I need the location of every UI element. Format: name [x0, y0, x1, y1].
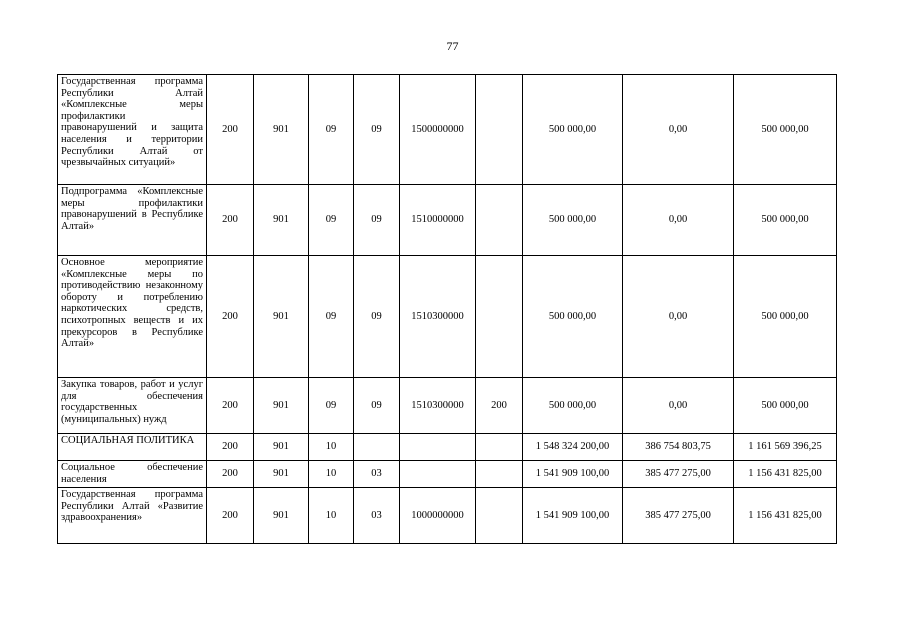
row-name: Государственная программа Республики Алтай «Комплексные меры профилактики правонарушений и защита населения и территории Республики Алтай от чрезвычайных ситуаций»: [58, 75, 207, 185]
cell-col4: 03: [354, 488, 400, 544]
table-row: [58, 256, 837, 378]
cell-col3: 09: [309, 75, 354, 185]
cell-col3: 09: [309, 256, 354, 378]
row-name: Подпрограмма «Комплексные меры профилактики правонарушений в Республике Алтай»: [58, 185, 207, 256]
cell-col1: 200: [207, 378, 254, 434]
table-row: [58, 488, 837, 544]
cell-col7: 500 000,00: [523, 256, 623, 378]
cell-col6: [476, 75, 523, 185]
cell-col7: 1 548 324 200,00: [523, 434, 623, 461]
cell-col1: 200: [207, 185, 254, 256]
cell-col6: [476, 461, 523, 488]
cell-col8: 0,00: [623, 75, 734, 185]
cell-col2: 901: [254, 488, 309, 544]
cell-col3: 10: [309, 488, 354, 544]
cell-col3: 10: [309, 461, 354, 488]
row-name: Основное мероприятие «Комплексные меры по противодействию незаконному обороту и потреблению наркотических средств, психотропных веществ и их прекурсоров в Республике Алтай»: [58, 256, 207, 378]
cell-col1: 200: [207, 461, 254, 488]
cell-col5: [400, 461, 476, 488]
cell-col9: 500 000,00: [734, 256, 837, 378]
cell-col7: 1 541 909 100,00: [523, 488, 623, 544]
cell-col2: 901: [254, 185, 309, 256]
cell-col4: [354, 434, 400, 461]
cell-col8: 386 754 803,75: [623, 434, 734, 461]
cell-col6: 200: [476, 378, 523, 434]
cell-col1: 200: [207, 434, 254, 461]
cell-col4: 09: [354, 256, 400, 378]
row-name: Социальное обеспечение населения: [58, 461, 207, 488]
cell-col9: 500 000,00: [734, 75, 837, 185]
cell-col5: 1510300000: [400, 378, 476, 434]
cell-col7: 1 541 909 100,00: [523, 461, 623, 488]
table-row: [58, 378, 837, 434]
cell-col9: 500 000,00: [734, 378, 837, 434]
table-row: [58, 185, 837, 256]
cell-col5: [400, 434, 476, 461]
cell-col6: [476, 488, 523, 544]
cell-col8: 385 477 275,00: [623, 488, 734, 544]
cell-col3: 09: [309, 185, 354, 256]
cell-col2: 901: [254, 75, 309, 185]
page-number: 77: [446, 39, 459, 53]
cell-col5: 1000000000: [400, 488, 476, 544]
cell-col7: 500 000,00: [523, 75, 623, 185]
cell-col6: [476, 256, 523, 378]
cell-col5: 1510300000: [400, 256, 476, 378]
cell-col9: 500 000,00: [734, 185, 837, 256]
cell-col3: 10: [309, 434, 354, 461]
cell-col8: 0,00: [623, 378, 734, 434]
table-row: [58, 461, 837, 488]
cell-col7: 500 000,00: [523, 378, 623, 434]
row-name: Закупка товаров, работ и услуг для обеспечения государственных (муниципальных) нужд: [58, 378, 207, 434]
cell-col5: 1510000000: [400, 185, 476, 256]
cell-col2: 901: [254, 378, 309, 434]
row-name: Государственная программа Республики Алтай «Развитие здравоохранения»: [58, 488, 207, 544]
cell-col6: [476, 434, 523, 461]
cell-col2: 901: [254, 256, 309, 378]
cell-col2: 901: [254, 461, 309, 488]
table-row: [58, 434, 837, 461]
row-name: СОЦИАЛЬНАЯ ПОЛИТИКА: [58, 434, 207, 461]
cell-col8: 0,00: [623, 256, 734, 378]
cell-col6: [476, 185, 523, 256]
budget-table: [57, 74, 837, 544]
cell-col7: 500 000,00: [523, 185, 623, 256]
cell-col1: 200: [207, 256, 254, 378]
cell-col3: 09: [309, 378, 354, 434]
cell-col9: 1 156 431 825,00: [734, 488, 837, 544]
cell-col8: 385 477 275,00: [623, 461, 734, 488]
cell-col1: 200: [207, 488, 254, 544]
cell-col4: 03: [354, 461, 400, 488]
cell-col1: 200: [207, 75, 254, 185]
cell-col9: 1 156 431 825,00: [734, 461, 837, 488]
cell-col4: 09: [354, 185, 400, 256]
cell-col9: 1 161 569 396,25: [734, 434, 837, 461]
cell-col8: 0,00: [623, 185, 734, 256]
cell-col2: 901: [254, 434, 309, 461]
cell-col4: 09: [354, 378, 400, 434]
cell-col5: 1500000000: [400, 75, 476, 185]
table-row: [58, 75, 837, 185]
cell-col4: 09: [354, 75, 400, 185]
